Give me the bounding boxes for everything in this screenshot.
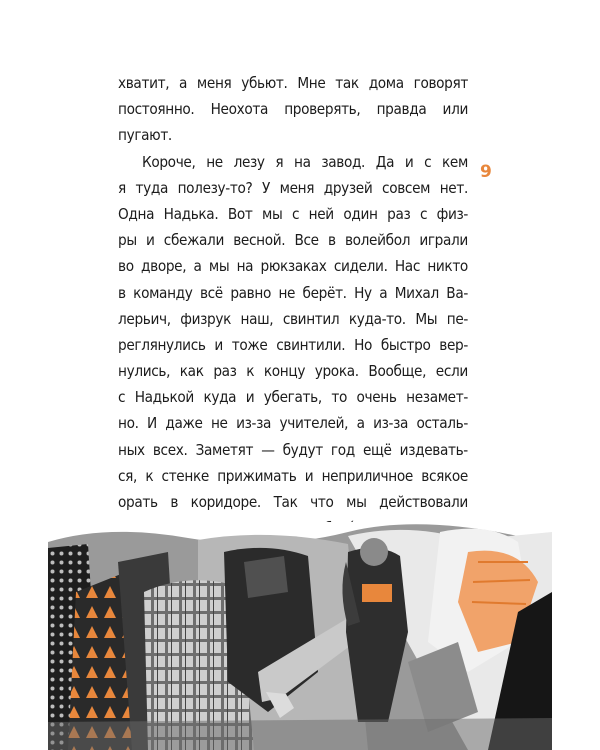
text-line: Короче, не лезу я на завод. Да и с кем <box>142 152 468 171</box>
text-line: но. И даже не из-за учителей, а из-за осталь- <box>118 414 468 433</box>
text-line: лерьич, физрук наш, свинтил куда-то. Мы пе- <box>118 309 468 328</box>
text-line: орать в коридоре. Так что мы действовали <box>118 493 468 511</box>
page-number: 9 <box>480 162 492 182</box>
illustration <box>48 522 552 750</box>
text-line: хватит, а меня убьют. Мне так дома говорят <box>118 74 468 92</box>
text-line: нулись, как раз к концу урока. Вообще, если <box>118 362 468 381</box>
text-line: ных всех. Заметят — будут год ещё издевать- <box>118 440 468 459</box>
text-line: Одна Надька. Вот мы с ней один раз с физ- <box>118 204 468 223</box>
text-line: реглянулись и тоже свинтили. Но быстро вер- <box>118 335 468 354</box>
text-line: ся, к стенке прижимать и неприличное всякое <box>118 466 468 485</box>
text-line: ры и сбежали весной. Все в волейбол играли <box>118 231 468 250</box>
text-line: пугают. <box>118 126 172 145</box>
text-line: в команду всё равно не берёт. Ну а Михал Ва- <box>118 283 468 302</box>
text-line: во дворе, а мы на рюкзаках сидели. Нас никто <box>118 257 468 276</box>
body-text <box>118 70 468 541</box>
text-line: с Надькой куда и убегать, то очень незамет- <box>118 388 468 407</box>
text-line: постоянно. Неохота проверять, правда или <box>118 100 468 119</box>
text-line: я туда полезу-то? У меня друзей совсем нет. <box>118 178 468 197</box>
